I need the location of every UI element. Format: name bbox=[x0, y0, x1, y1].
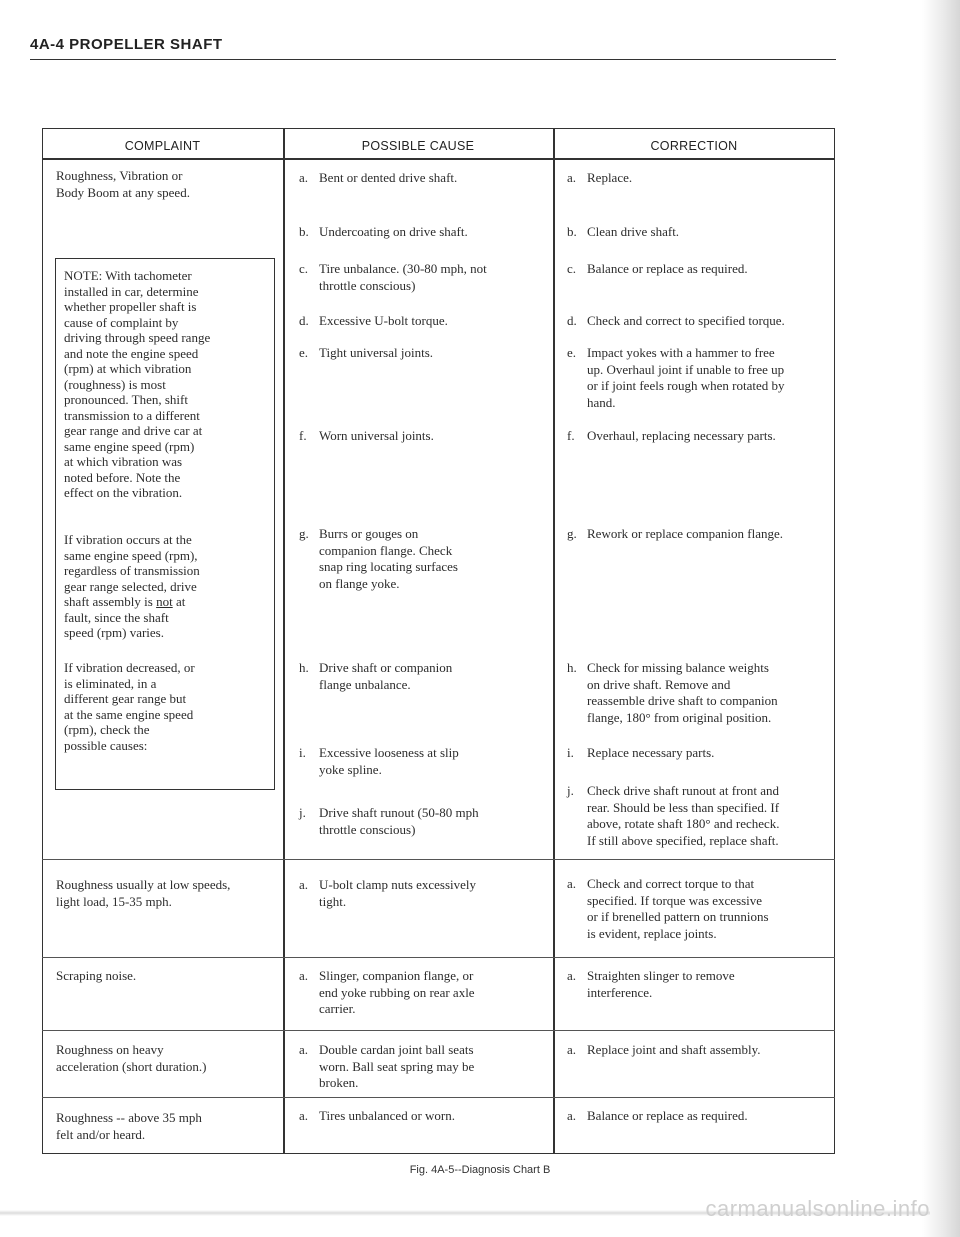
cause-text: Tire unbalance. (30-80 mph, not throttle conscious) bbox=[319, 261, 487, 293]
item-label: j. bbox=[299, 805, 306, 820]
item-label: a. bbox=[567, 876, 577, 891]
item-label: d. bbox=[299, 313, 309, 328]
item-label: e. bbox=[299, 345, 309, 360]
complaint-text: Roughness, Vibration or Body Boom at any speed. bbox=[56, 168, 190, 200]
row-rule-1 bbox=[42, 859, 835, 860]
item-label: a. bbox=[567, 170, 577, 185]
row-rule-4 bbox=[42, 1097, 835, 1098]
page-edge-shadow bbox=[922, 0, 960, 1237]
cause-text: Tires unbalanced or worn. bbox=[319, 1108, 455, 1123]
cause-text: Drive shaft runout (50-80 mph throttle conscious) bbox=[319, 805, 479, 837]
item-label: e. bbox=[567, 345, 577, 360]
note-emphasis: not bbox=[156, 594, 173, 609]
figure-caption: Fig. 4A-5--Diagnosis Chart B bbox=[409, 1164, 551, 1176]
complaint-text: Roughness on heavy acceleration (short duration.) bbox=[56, 1042, 207, 1074]
complaint-text: Scraping noise. bbox=[56, 968, 137, 983]
item-label: a. bbox=[567, 968, 577, 983]
cause-text: Excessive looseness at slip yoke spline. bbox=[319, 745, 459, 777]
correction-text: Balance or replace as required. bbox=[587, 1108, 748, 1123]
cause-text: Worn universal joints. bbox=[319, 428, 434, 443]
cause-text: Burrs or gouges on companion flange. Check snap ring locating surfaces on flange yoke. bbox=[319, 526, 458, 591]
item-label: h. bbox=[567, 660, 577, 675]
item-label: a. bbox=[567, 1108, 577, 1123]
correction-text: Impact yokes with a hammer to free up. Overhaul joint if unable to free up or if joint feels rough when rotated by hand. bbox=[587, 345, 785, 410]
item-label: f. bbox=[299, 428, 307, 443]
note-text: If vibration occurs at the same engine speed (rpm), regardless of transmission gear range selected, drive shaft assembly is bbox=[64, 532, 200, 609]
item-label: a. bbox=[299, 1042, 309, 1057]
item-label: d. bbox=[567, 313, 577, 328]
correction-text: Replace. bbox=[587, 170, 633, 185]
item-label: f. bbox=[567, 428, 575, 443]
column-header-complaint: COMPLAINT bbox=[124, 139, 201, 153]
item-label: a. bbox=[299, 1108, 309, 1123]
cause-text: Excessive U-bolt torque. bbox=[319, 313, 448, 328]
note-paragraph: If vibration decreased, or is eliminated, in a different gear range but at the same engine speed (rpm), check the possible causes: bbox=[64, 660, 195, 753]
item-label: j. bbox=[567, 783, 574, 798]
column-header-cause: POSSIBLE CAUSE bbox=[361, 139, 475, 153]
correction-text: Check and correct torque to that specified. If torque was excessive or if brenelled pattern on trunnions is evident, replace joints. bbox=[587, 876, 769, 941]
header-rule bbox=[30, 59, 836, 60]
correction-text: Replace joint and shaft assembly. bbox=[587, 1042, 761, 1057]
correction-text: Check drive shaft runout at front and rear. Should be less than specified. If above, rotate shaft 180° and recheck. If still above specified, replace shaft. bbox=[587, 783, 780, 848]
item-label: h. bbox=[299, 660, 309, 675]
correction-text: Replace necessary parts. bbox=[587, 745, 715, 760]
item-label: i. bbox=[567, 745, 574, 760]
cause-text: Tight universal joints. bbox=[319, 345, 434, 360]
site-watermark: carmanualsonline.info bbox=[705, 1196, 930, 1221]
correction-text: Overhaul, replacing necessary parts. bbox=[587, 428, 776, 443]
item-label: c. bbox=[567, 261, 577, 276]
row-rule-2 bbox=[42, 957, 835, 958]
correction-text: Check and correct to specified torque. bbox=[587, 313, 785, 328]
correction-text: Check for missing balance weights on drive shaft. Remove and reassemble drive shaft to companion flange, 180° from original position. bbox=[587, 660, 778, 725]
item-label: g. bbox=[567, 526, 577, 541]
item-label: g. bbox=[299, 526, 309, 541]
note-paragraph bbox=[64, 532, 264, 641]
item-label: c. bbox=[299, 261, 309, 276]
column-header-correction: CORRECTION bbox=[650, 139, 738, 153]
item-label: b. bbox=[299, 224, 309, 239]
item-label: a. bbox=[567, 1042, 577, 1057]
complaint-text: Roughness usually at low speeds, light load, 15-35 mph. bbox=[56, 877, 231, 909]
item-label: a. bbox=[299, 877, 309, 892]
cause-text: Slinger, companion flange, or end yoke rubbing on rear axle carrier. bbox=[319, 968, 475, 1016]
correction-text: Clean drive shaft. bbox=[587, 224, 680, 239]
note-paragraph: NOTE: With tachometer installed in car, determine whether propeller shaft is cause of complaint by driving through speed range and note the engine speed (rpm) at which vibration (roughness) is most pronounced. Then, shift transmission to a different gear range and drive car at same engine speed (rpm) at which vibration was noted before. Note the effect on the vibration. bbox=[64, 268, 211, 500]
page-header: 4A-4 PROPELLER SHAFT bbox=[30, 36, 223, 53]
cause-text: U-bolt clamp nuts excessively tight. bbox=[319, 877, 477, 909]
cause-text: Double cardan joint ball seats worn. Ball seat spring may be broken. bbox=[319, 1042, 475, 1090]
cause-text: Drive shaft or companion flange unbalance. bbox=[319, 660, 453, 692]
column-divider-1 bbox=[283, 128, 285, 1154]
note-text: at fault, since the shaft speed (rpm) varies. bbox=[64, 594, 186, 640]
correction-text: Straighten slinger to remove interference. bbox=[587, 968, 735, 1000]
correction-text: Rework or replace companion flange. bbox=[587, 526, 784, 541]
cause-text: Bent or dented drive shaft. bbox=[319, 170, 458, 185]
item-label: a. bbox=[299, 968, 309, 983]
header-row-rule bbox=[42, 158, 835, 160]
correction-text: Balance or replace as required. bbox=[587, 261, 748, 276]
item-label: a. bbox=[299, 170, 309, 185]
column-divider-2 bbox=[553, 128, 555, 1154]
cause-text: Undercoating on drive shaft. bbox=[319, 224, 468, 239]
item-label: b. bbox=[567, 224, 577, 239]
row-rule-3 bbox=[42, 1030, 835, 1031]
item-label: i. bbox=[299, 745, 306, 760]
complaint-text: Roughness -- above 35 mph felt and/or heard. bbox=[56, 1110, 202, 1142]
